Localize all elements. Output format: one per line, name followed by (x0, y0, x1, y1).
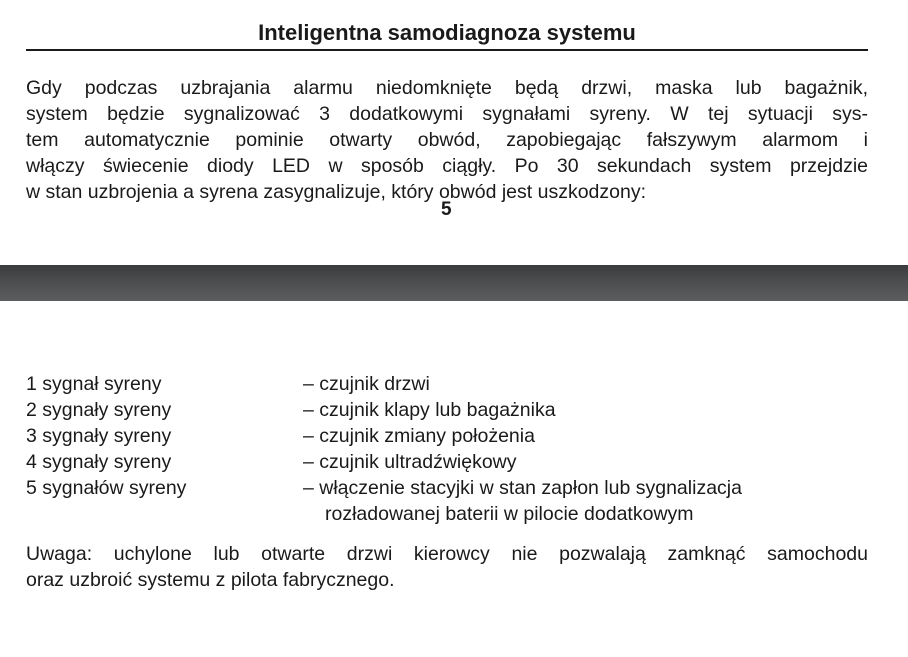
note-line: Uwaga: uchylone lub otwarte drzwi kierowcy nie pozwalają zamknąć samochodu (26, 543, 868, 565)
note-line: oraz uzbroić systemu z pilota fabrycznego. (26, 569, 395, 591)
signal-count: 1 sygnał syreny (26, 373, 162, 395)
signal-description: – czujnik ultradźwiękowy (303, 451, 517, 473)
signal-count: 2 sygnały syreny (26, 399, 172, 421)
signal-count: 5 sygnałów syreny (26, 477, 187, 499)
signal-row (26, 371, 886, 397)
note-paragraph (26, 541, 868, 593)
signal-description: – czujnik drzwi (303, 373, 430, 395)
signal-description: – czujnik zmiany położenia (303, 425, 535, 447)
signal-count: 4 sygnały syreny (26, 451, 172, 473)
signal-count: 3 sygnały syreny (26, 425, 172, 447)
section-title: Inteligentna samodiagnoza systemu (258, 20, 636, 45)
intro-line: system będzie sygnalizować 3 dodatkowymi sygnałami syreny. W tej sytuacji sys- (26, 103, 868, 125)
intro-line: włączy świecenie diody LED w sposób ciągły. Po 30 sekundach system przejdzie (26, 155, 868, 177)
signal-row (26, 423, 886, 449)
signal-description: – włączenie stacyjki w stan zapłon lub sygnalizacja (303, 477, 742, 499)
title-underline (26, 49, 868, 51)
page-divider-band (0, 265, 908, 301)
signal-description-continuation: rozładowanej baterii w pilocie dodatkowym (325, 503, 694, 525)
intro-line: w stan uzbrojenia a syrena zasygnalizuje, który obwód jest uszkodzony: (26, 181, 646, 203)
intro-line: Gdy podczas uzbrajania alarmu niedomknięte będą drzwi, maska lub bagażnik, (26, 77, 868, 99)
signal-row (26, 449, 886, 475)
page-number: 5 (441, 199, 452, 220)
intro-paragraph (26, 75, 868, 205)
signal-row (26, 475, 886, 501)
signal-row (26, 397, 886, 423)
signal-description: – czujnik klapy lub bagażnika (303, 399, 556, 421)
signal-list (26, 371, 886, 527)
intro-line: tem automatycznie pominie otwarty obwód, zapobiegając fałszywym alarmom i (26, 129, 868, 151)
